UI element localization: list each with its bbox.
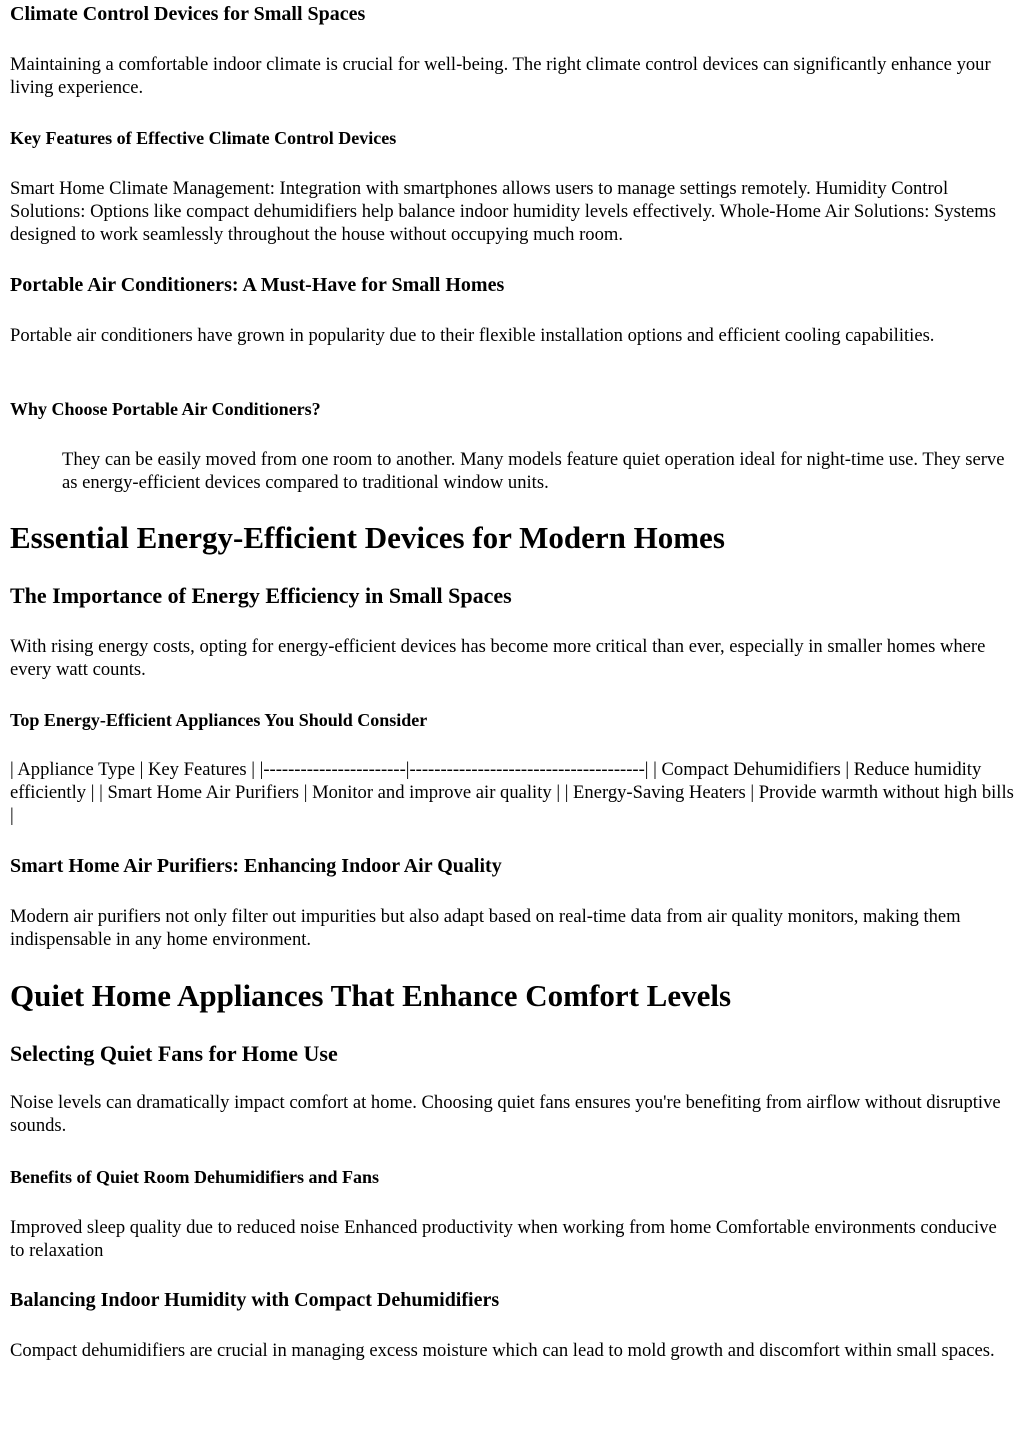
subheading-benefits-quiet: Benefits of Quiet Room Dehumidifiers and Fans xyxy=(10,1167,379,1187)
paragraph-portable-ac: Portable air conditioners have grown in popularity due to their flexible installation options and efficient cooling capabilities. xyxy=(10,325,935,346)
section-heading-portable-ac: Portable Air Conditioners: A Must-Have for Small Homes xyxy=(10,274,505,296)
paragraph-quiet-fans: Noise levels can dramatically impact comfort at home. Choosing quiet fans ensures you're benefiting from airflow without disruptive sounds. xyxy=(10,1092,1001,1136)
section-heading-compact-dehumidifiers: Balancing Indoor Humidity with Compact Dehumidifiers xyxy=(10,1289,500,1311)
paragraph-importance-energy-efficiency: With rising energy costs, opting for energy-efficient devices has become more critical than ever, especially in smaller homes where every watt counts. xyxy=(10,636,986,680)
subheading-key-features: Key Features of Effective Climate Control Devices xyxy=(10,128,397,148)
paragraph-why-portable-ac: They can be easily moved from one room to another. Many models feature quiet operation ideal for night-time use. They serve as energy-efficient devices compared to traditional window units. xyxy=(62,449,1005,493)
section-heading-climate-control: Climate Control Devices for Small Spaces xyxy=(10,3,366,25)
paragraph-key-features: Smart Home Climate Management: Integration with smartphones allows users to manage settings remotely. Humidity Control Solutions: Options like compact dehumidifiers help balance indoor humidity levels effectively. Whole-Home Air Solutions: Systems designed to work seamlessly throughout the house without occupying much room. xyxy=(10,178,997,245)
main-heading-quiet-appliances: Quiet Home Appliances That Enhance Comfort Levels xyxy=(10,978,732,1013)
section-heading-air-purifiers: Smart Home Air Purifiers: Enhancing Indoor Air Quality xyxy=(10,855,502,877)
paragraph-climate-intro: Maintaining a comfortable indoor climate is crucial for well-being. The right climate control devices can significantly enhance your living experience. xyxy=(10,54,991,98)
main-heading-energy-efficient: Essential Energy-Efficient Devices for Modern Homes xyxy=(10,520,725,555)
heading-importance-energy-efficiency: The Importance of Energy Efficiency in Small Spaces xyxy=(10,583,512,608)
paragraph-air-purifiers: Modern air purifiers not only filter out impurities but also adapt based on real-time data from air quality monitors, making them indispensable in any home environment. xyxy=(10,906,961,950)
paragraph-appliance-table-text: | Appliance Type | Key Features | |-----------------------|--------------------------------------| | Compact Dehumidifiers | Reduce humidity efficiently | | Smart Home Air Purifiers | Monitor and improve air quality | | Energy-Saving Heaters | Provide warmth without high bills | xyxy=(10,759,1014,826)
heading-quiet-fans: Selecting Quiet Fans for Home Use xyxy=(10,1041,338,1066)
subheading-why-portable-ac: Why Choose Portable Air Conditioners? xyxy=(10,399,321,419)
subheading-top-appliances: Top Energy-Efficient Appliances You Should Consider xyxy=(10,710,428,730)
paragraph-benefits-quiet: Improved sleep quality due to reduced noise Enhanced productivity when working from home Comfortable environments conducive to relaxation xyxy=(10,1217,997,1261)
paragraph-compact-dehumidifiers: Compact dehumidifiers are crucial in managing excess moisture which can lead to mold growth and discomfort within small spaces. xyxy=(10,1340,995,1361)
